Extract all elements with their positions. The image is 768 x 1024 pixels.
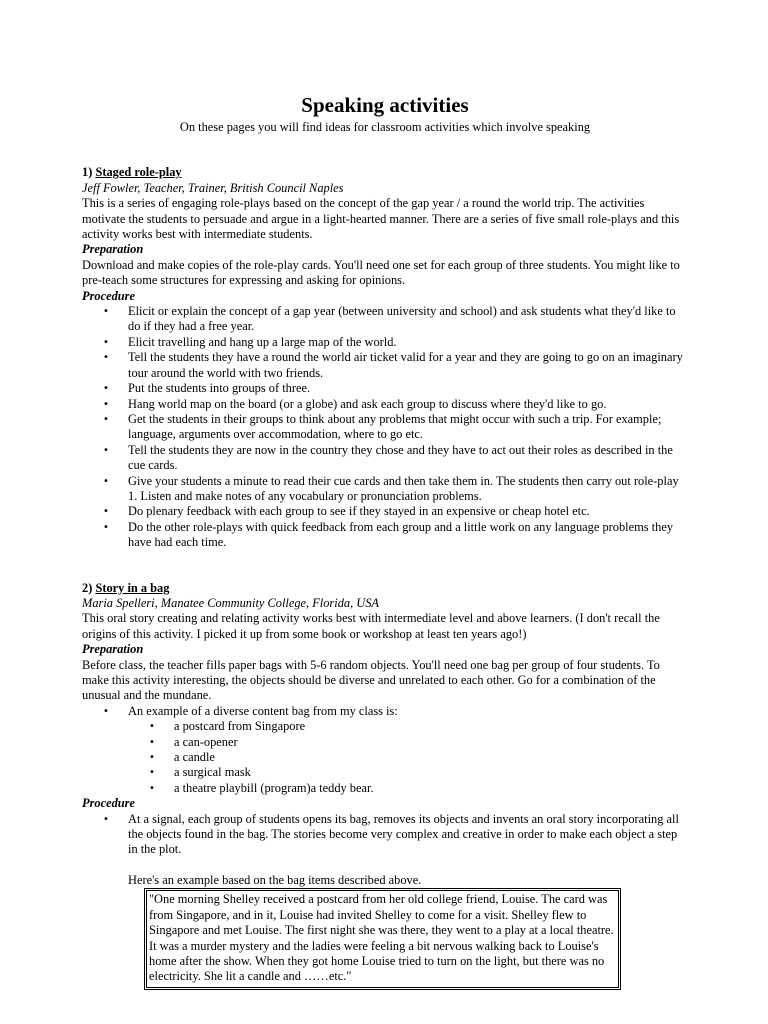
example-bag-list bbox=[82, 704, 688, 796]
procedure-label: Procedure bbox=[82, 288, 135, 303]
list-item: • Do plenary feedback with each group to see if they stayed in an expensive or cheap hotel etc. bbox=[82, 504, 688, 519]
bag-item: • a can-opener bbox=[128, 735, 688, 750]
page-title: Speaking activities bbox=[301, 93, 469, 117]
section-intro: This is a series of engaging role-plays based on the concept of the gap year / a round the world trip. The activities motivate the students to persuade and argue in a light-hearted manner. There are a series of five small role-plays and this activity works best with intermediate students. bbox=[82, 196, 680, 242]
bag-item: • a surgical mask bbox=[128, 765, 688, 780]
procedure-list bbox=[82, 812, 688, 858]
list-item: • Put the students into groups of three. bbox=[82, 381, 688, 396]
bag-item: • a postcard from Singapore bbox=[128, 719, 688, 734]
preparation-label: Preparation bbox=[82, 642, 144, 657]
list-item: • Hang world map on the board (or a globe) and ask each group to discuss where they'd like to go. bbox=[82, 397, 688, 412]
preparation-text: Before class, the teacher fills paper bags with 5-6 random objects. You'll need one bag per group of four students. To make this activity interesting, the objects should be diverse and unrelated to each other. Go for a combination of the unusual and the mundane. bbox=[82, 657, 660, 703]
bag-items-list bbox=[128, 719, 688, 796]
preparation-text: Download and make copies of the role-play cards. You'll need one set for each group of three students. You might like to pre-teach some structures for expressing and asking for opinions. bbox=[82, 257, 680, 288]
section-author: Maria Spelleri, Manatee Community College, Florida, USA bbox=[82, 595, 379, 610]
section-title: Staged role-play bbox=[95, 165, 182, 180]
list-item bbox=[82, 704, 688, 796]
page-subtitle: On these pages you will find ideas for classroom activities which involve speaking bbox=[179, 120, 591, 134]
bag-item: • a theatre playbill (program)a teddy bear. bbox=[128, 781, 688, 796]
example-intro: Here's an example based on the bag items described above. bbox=[128, 872, 422, 887]
bag-item: • a candle bbox=[128, 750, 688, 765]
list-item: • Get the students in their groups to think about any problems that might occur with such a trip. For example; language, arguments over accommodation, where to go etc. bbox=[82, 412, 688, 443]
list-item: • Give your students a minute to read their cue cards and then take them in. The students then carry out role-play 1. Listen and make notes of any vocabulary or pronunciation problems. bbox=[82, 474, 688, 505]
list-item: • Elicit travelling and hang up a large map of the world. bbox=[82, 335, 688, 350]
list-item: • Tell the students they are now in the country they chose and they have to act out their roles as described in the cue cards. bbox=[82, 443, 688, 474]
list-item: • Elicit or explain the concept of a gap year (between university and school) and ask students what they'd like to do if they had a free year. bbox=[82, 304, 688, 335]
list-item: • Tell the students they have a round the world air ticket valid for a year and they are going to go on an imaginary tour around the world with two friends. bbox=[82, 350, 688, 381]
section-number: 1) bbox=[82, 165, 93, 180]
list-item: • Do the other role-plays with quick feedback from each group and a little work on any language problems they have had each time. bbox=[82, 520, 688, 551]
section-story-in-a-bag bbox=[82, 581, 688, 990]
section-staged-role-play bbox=[82, 165, 688, 550]
example-bullet-text: An example of a diverse content bag from my class is: bbox=[128, 703, 398, 718]
example-story-box: "One morning Shelley received a postcard from her old college friend, Louise. The card was from Singapore, and in it, Louise had invited Shelley to come for a visit. Shelley flew to Singapore and met Louise. The first night she was there, they went to a play at a local theatre. It was a murder mystery and the ladies were feeling a bit nervous walking back to Louise's home after the show. When they got home Louise tried to turn on the light, but there was no electricity. She lit a candle and ……etc." bbox=[144, 888, 621, 989]
section-heading bbox=[82, 165, 688, 180]
section-heading bbox=[82, 581, 688, 596]
procedure-list bbox=[82, 304, 688, 551]
document-page bbox=[82, 92, 688, 990]
section-title: Story in a bag bbox=[95, 580, 170, 595]
procedure-label: Procedure bbox=[82, 796, 135, 811]
preparation-label: Preparation bbox=[82, 242, 144, 257]
list-item: • At a signal, each group of students opens its bag, removes its objects and invents an oral story incorporating all the objects found in the bag. The stories become very complex and creative in order to make each object a step in the plot. bbox=[82, 812, 688, 858]
section-intro: This oral story creating and relating activity works best with intermediate level and above learners. (I don't recall the origins of this activity. I picked it up from some book or workshop at least ten years ago!) bbox=[82, 611, 660, 641]
section-number: 2) bbox=[82, 580, 93, 595]
section-author: Jeff Fowler, Teacher, Trainer, British Council Naples bbox=[82, 180, 344, 195]
